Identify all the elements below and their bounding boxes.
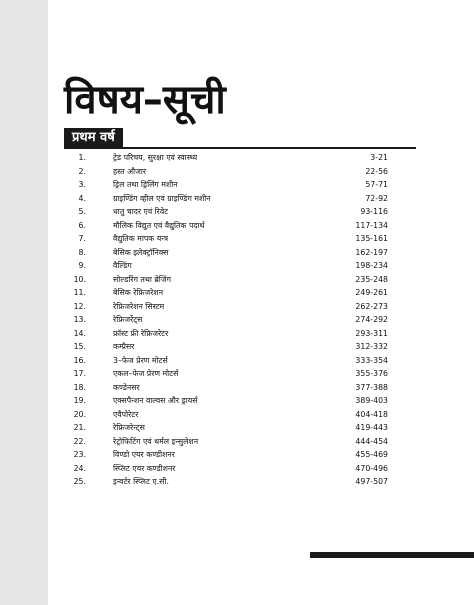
toc-chapter-title: एक्सपैन्शन वाल्वस और ड्रायर्स: [113, 396, 198, 405]
toc-page-range: 72-92: [365, 193, 388, 203]
toc-chapter-title: एकल–फेज प्रेरण मोटर्स: [113, 369, 179, 378]
toc-row: [64, 273, 388, 287]
toc-page-range: 57-71: [365, 180, 388, 189]
toc-row: [64, 475, 388, 489]
toc-row: [64, 192, 388, 206]
toc-row: [64, 448, 388, 462]
toc-page-range: 162-197: [355, 247, 388, 257]
toc-chapter-title: फ्रॉस्ट फ्री रेफ्रिजरेटर: [113, 328, 169, 338]
toc-chapter-number: 18.: [73, 382, 86, 392]
toc-chapter-title: बेसिक इलेक्ट्रॉनिक्स: [113, 247, 169, 257]
toc-page-range: 262-273: [355, 301, 388, 311]
toc-chapter-number: 21.: [73, 423, 86, 432]
toc-row: [64, 354, 388, 368]
toc-page-range: 377-388: [355, 382, 388, 392]
toc-row: [64, 178, 388, 192]
toc-chapter-number: 8.: [78, 247, 86, 257]
toc-chapter-title: इन्वर्टर स्प्लिट ए.सी.: [113, 477, 169, 486]
toc-chapter-number: 2.: [78, 166, 86, 176]
toc-page-range: 22-56: [365, 166, 388, 176]
toc-page-range: 135-161: [355, 234, 388, 243]
toc-chapter-number: 17.: [73, 369, 86, 378]
toc-chapter-number: 14.: [73, 328, 86, 338]
footer-bar: [310, 552, 474, 558]
toc-chapter-title: कम्प्रैसर: [113, 342, 135, 351]
toc-row: [64, 408, 388, 422]
toc-chapter-title: धातु चादर एवं रिवेट: [113, 207, 169, 216]
toc-row: [64, 327, 388, 341]
toc-chapter-title: 3–फेज प्रेरण मोटर्स: [113, 355, 168, 365]
toc-page-range: 404-418: [355, 409, 388, 419]
toc-row: [64, 151, 388, 165]
toc-page-range: 235-248: [355, 274, 388, 284]
toc-chapter-number: 11.: [73, 288, 86, 297]
toc-row: [64, 300, 388, 314]
toc-page-range: 3-21: [370, 153, 388, 162]
toc-page-range: 355-376: [355, 369, 388, 378]
page-title: विषय–सूची: [64, 77, 226, 123]
section-divider: [64, 147, 416, 149]
toc-page-range: 93-116: [360, 207, 388, 216]
toc-chapter-title: वैद्युतिक मापक यन्त्र: [113, 234, 169, 243]
toc-page-range: 470-496: [355, 463, 388, 473]
toc-page-range: 312-332: [355, 342, 388, 351]
toc-chapter-title: कण्डेनसर: [113, 382, 140, 392]
toc-row: [64, 381, 388, 395]
toc-row: [64, 394, 388, 408]
toc-page-range: 274-292: [355, 315, 388, 324]
toc-page-range: 455-469: [355, 450, 388, 459]
toc-row: [64, 462, 388, 476]
toc-row: [64, 313, 388, 327]
toc-row: [64, 421, 388, 435]
table-of-contents: [64, 151, 388, 489]
toc-row: [64, 435, 388, 449]
toc-chapter-number: 19.: [73, 396, 86, 405]
toc-chapter-number: 12.: [73, 301, 86, 311]
toc-chapter-number: 15.: [73, 342, 86, 351]
toc-row: [64, 340, 388, 354]
toc-row: [64, 205, 388, 219]
toc-chapter-number: 10.: [73, 274, 86, 284]
toc-chapter-number: 25.: [73, 477, 86, 486]
toc-page-range: 249-261: [355, 288, 388, 297]
toc-row: [64, 246, 388, 260]
toc-chapter-title: बेसिक रेफ्रिजरेशन: [113, 288, 164, 297]
toc-chapter-number: 9.: [78, 261, 86, 270]
toc-chapter-title: रेफ्रिजरेंट्स: [113, 315, 143, 324]
toc-page-range: 389-403: [355, 396, 388, 405]
toc-page-range: 293-311: [355, 328, 388, 338]
toc-chapter-title: वैल्डिंग: [113, 261, 132, 270]
toc-page-range: 198-234: [355, 261, 388, 270]
toc-chapter-title: ड्रिल तथा ड्रिलिंग मशीन: [113, 180, 178, 189]
toc-row: [64, 259, 388, 273]
toc-chapter-title: रेट्रोफिटिंग एवं थर्मल इन्सुलेशन: [113, 436, 199, 446]
toc-chapter-number: 7.: [78, 234, 86, 243]
toc-chapter-title: सोल्डरिंग तथा ब्रेजिंग: [113, 274, 172, 284]
toc-page-range: 117-134: [355, 220, 388, 230]
page-side-strip: [0, 0, 48, 605]
toc-chapter-title: रेफ्रिजरेशन सिस्टम: [113, 301, 165, 311]
toc-row: [64, 219, 388, 233]
toc-row: [64, 232, 388, 246]
toc-page-range: 419-443: [355, 423, 388, 432]
toc-chapter-number: 24.: [73, 463, 86, 473]
toc-chapter-number: 6.: [78, 220, 86, 230]
toc-chapter-number: 5.: [78, 207, 86, 216]
toc-chapter-number: 13.: [73, 315, 86, 324]
toc-row: [64, 165, 388, 179]
toc-chapter-title: मौलिक विद्युत एवं वैद्युतिक पदार्थ: [113, 220, 205, 230]
toc-row: [64, 367, 388, 381]
toc-chapter-number: 3.: [78, 180, 86, 189]
toc-chapter-number: 4.: [78, 193, 86, 203]
toc-chapter-number: 23.: [73, 450, 86, 459]
toc-page-range: 333-354: [355, 355, 388, 365]
toc-chapter-title: स्प्लिट एयर कण्डीशनर: [113, 463, 176, 473]
toc-chapter-title: हस्त औजार: [113, 166, 147, 176]
toc-chapter-number: 16.: [73, 355, 86, 365]
toc-chapter-number: 22.: [73, 436, 86, 446]
toc-row: [64, 286, 388, 300]
toc-chapter-title: एवैपोरेटर: [113, 409, 139, 419]
toc-chapter-number: 1.: [78, 153, 86, 162]
toc-chapter-title: रेफ्रिजरेन्ट्स: [113, 423, 145, 432]
toc-chapter-title: ग्राइण्डिंग व्हील एवं ग्राइण्डिंग मशीन: [113, 193, 211, 203]
toc-chapter-title: विण्डो एयर कण्डीशनर: [113, 450, 175, 459]
toc-page-range: 444-454: [355, 436, 388, 446]
toc-chapter-number: 20.: [73, 409, 86, 419]
section-heading: प्रथम वर्ष: [64, 128, 123, 148]
toc-chapter-title: ट्रेड परिचय, सुरक्षा एवं स्वास्थ्य: [113, 153, 198, 162]
toc-page-range: 497-507: [355, 477, 388, 486]
